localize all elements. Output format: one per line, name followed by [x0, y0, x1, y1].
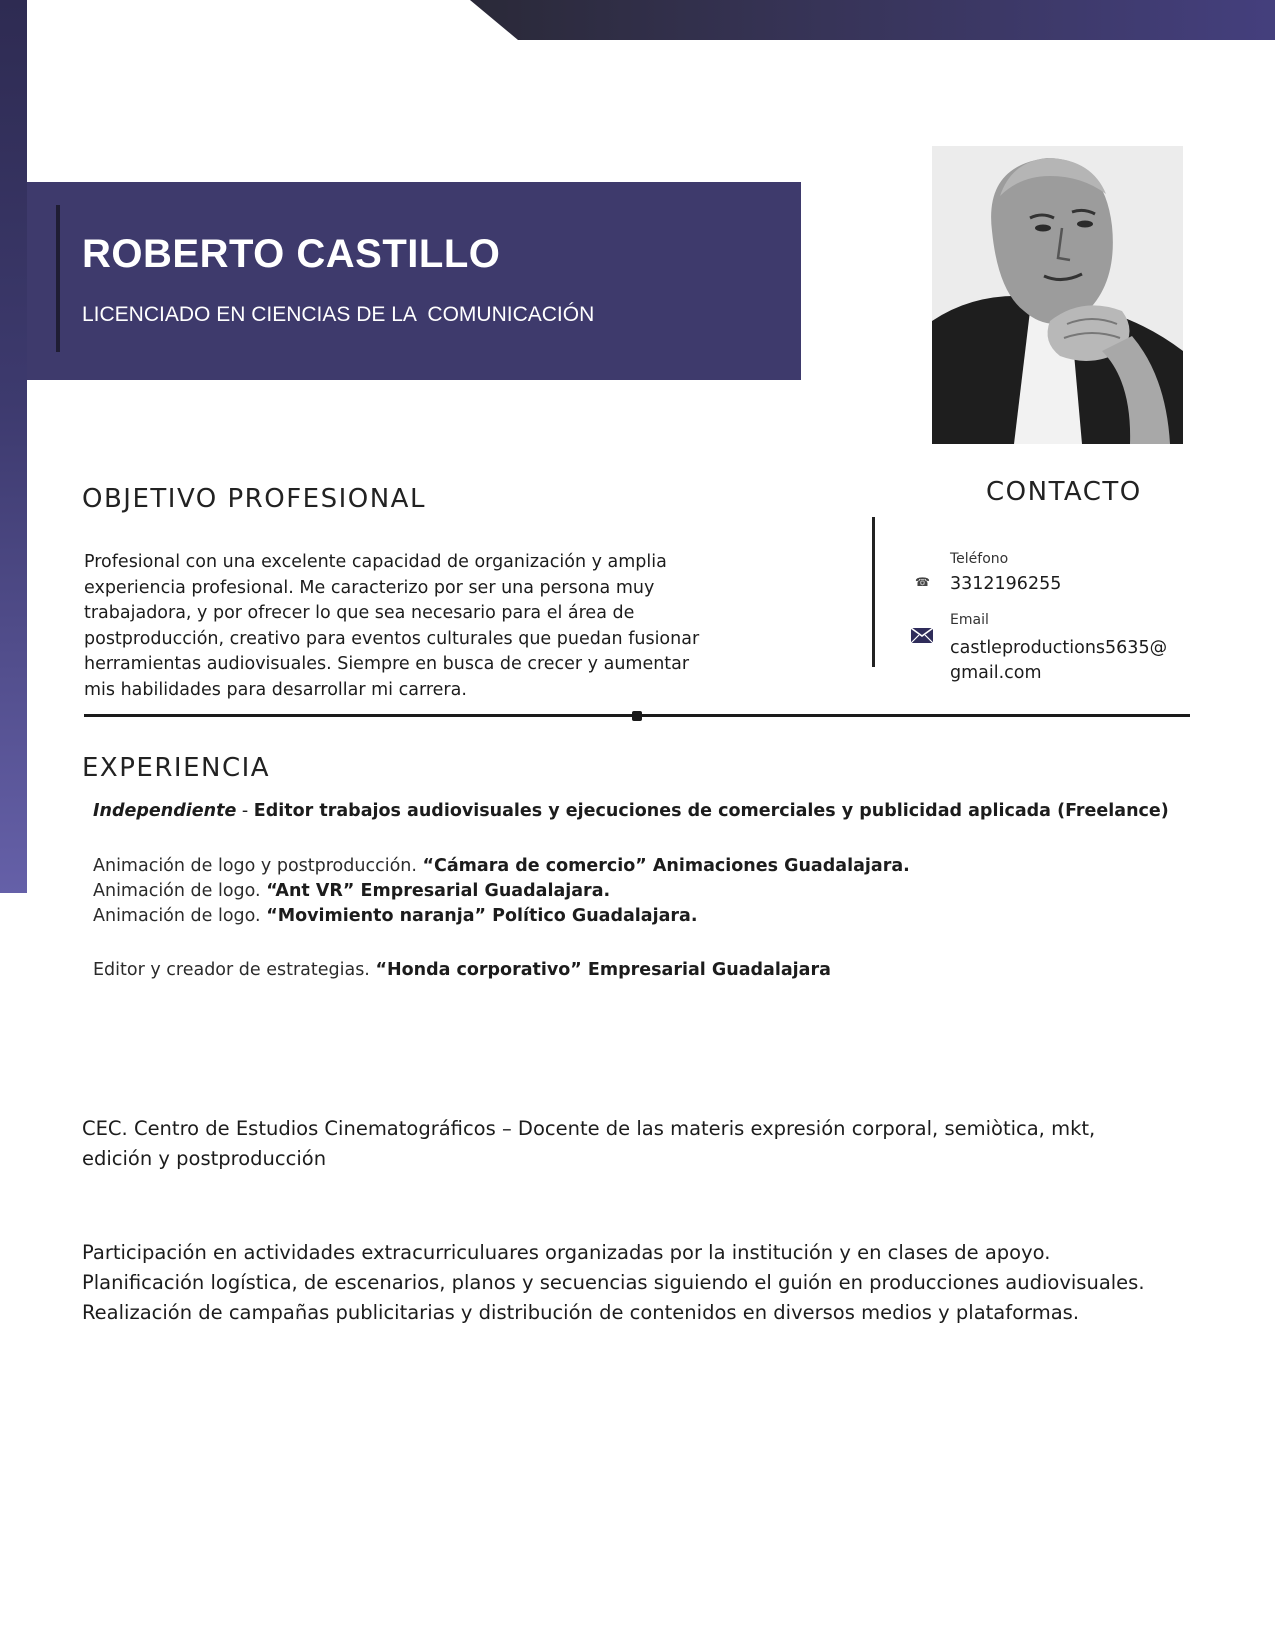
item-client: “Movimiento naranja” Político Guadalajara.	[266, 906, 698, 926]
phone-label: Teléfono	[950, 551, 1009, 567]
job-separator: -	[236, 801, 254, 821]
item-prefix: Animación de logo.	[93, 906, 267, 926]
email-line-2: gmail.com	[950, 663, 1042, 683]
profile-photo-illustration	[932, 146, 1183, 444]
experience-job-title	[93, 801, 1169, 821]
profile-photo	[932, 146, 1183, 444]
email-icon	[910, 627, 934, 644]
item-client: “Cámara de comercio” Animaciones Guadalajara.	[422, 856, 910, 876]
job-description: Editor trabajos audiovisuales y ejecuciones de comerciales y publicidad aplicada (Freelance)	[253, 801, 1169, 821]
candidate-name: ROBERTO CASTILLO	[82, 232, 501, 276]
item-prefix: Animación de logo.	[93, 881, 267, 901]
item-prefix: Animación de logo y postproducción.	[93, 856, 423, 876]
item-prefix: Editor y creador de estrategias.	[93, 960, 376, 980]
header-banner	[27, 182, 801, 380]
objective-text: Profesional con una excelente capacidad de organización y amplia experiencia profesional. Me caracterizo por ser una persona muy trabajadora, y por ofrecer lo que sea necesario para el área de postproducción, creativo para eventos culturales que puedan fusionar herramientas audiovisuales. Siempre en busca de crecer y aumentar mis habilidades para desarrollar mi carrera.	[84, 552, 700, 700]
divider-marker	[632, 711, 642, 721]
phone-number: 3312196255	[950, 574, 1062, 594]
experience-heading: EXPERIENCIA	[82, 753, 271, 783]
experience-item	[93, 960, 831, 980]
email-label: Email	[950, 612, 989, 628]
experience-item	[93, 906, 698, 926]
job-company: Independiente	[93, 801, 237, 821]
contact-divider	[872, 517, 875, 667]
phone-icon: ☎	[915, 575, 930, 589]
top-accent-band	[470, 0, 1275, 40]
header-accent-bar	[56, 205, 60, 352]
experience-item	[93, 881, 610, 901]
experience-item	[93, 856, 910, 876]
item-client: “Ant VR” Empresarial Guadalajara.	[266, 881, 611, 901]
contact-heading: CONTACTO	[986, 477, 1142, 507]
candidate-title: LICENCIADO EN CIENCIAS DE LA COMUNICACIÓN	[82, 303, 595, 326]
objective-heading: OBJETIVO PROFESIONAL	[82, 484, 426, 514]
item-client: “Honda corporativo” Empresarial Guadalajara	[375, 960, 831, 980]
participation-text: Participación en actividades extracurriculuares organizadas por la institución y en clases de apoyo. Planificación logística, de escenarios, planos y secuencias siguiendo el guión en producciones audiovisuales. Realización de campañas publicitarias y distribución de contenidos en diversos medios y plataformas.	[82, 1241, 1145, 1324]
cec-entry: CEC. Centro de Estudios Cinematográficos – Docente de las materis expresión corporal, semiòtica, mkt, edición y postproducción	[82, 1117, 1096, 1170]
email-line-1: castleproductions5635@	[950, 638, 1168, 658]
left-accent-strip	[0, 0, 27, 893]
